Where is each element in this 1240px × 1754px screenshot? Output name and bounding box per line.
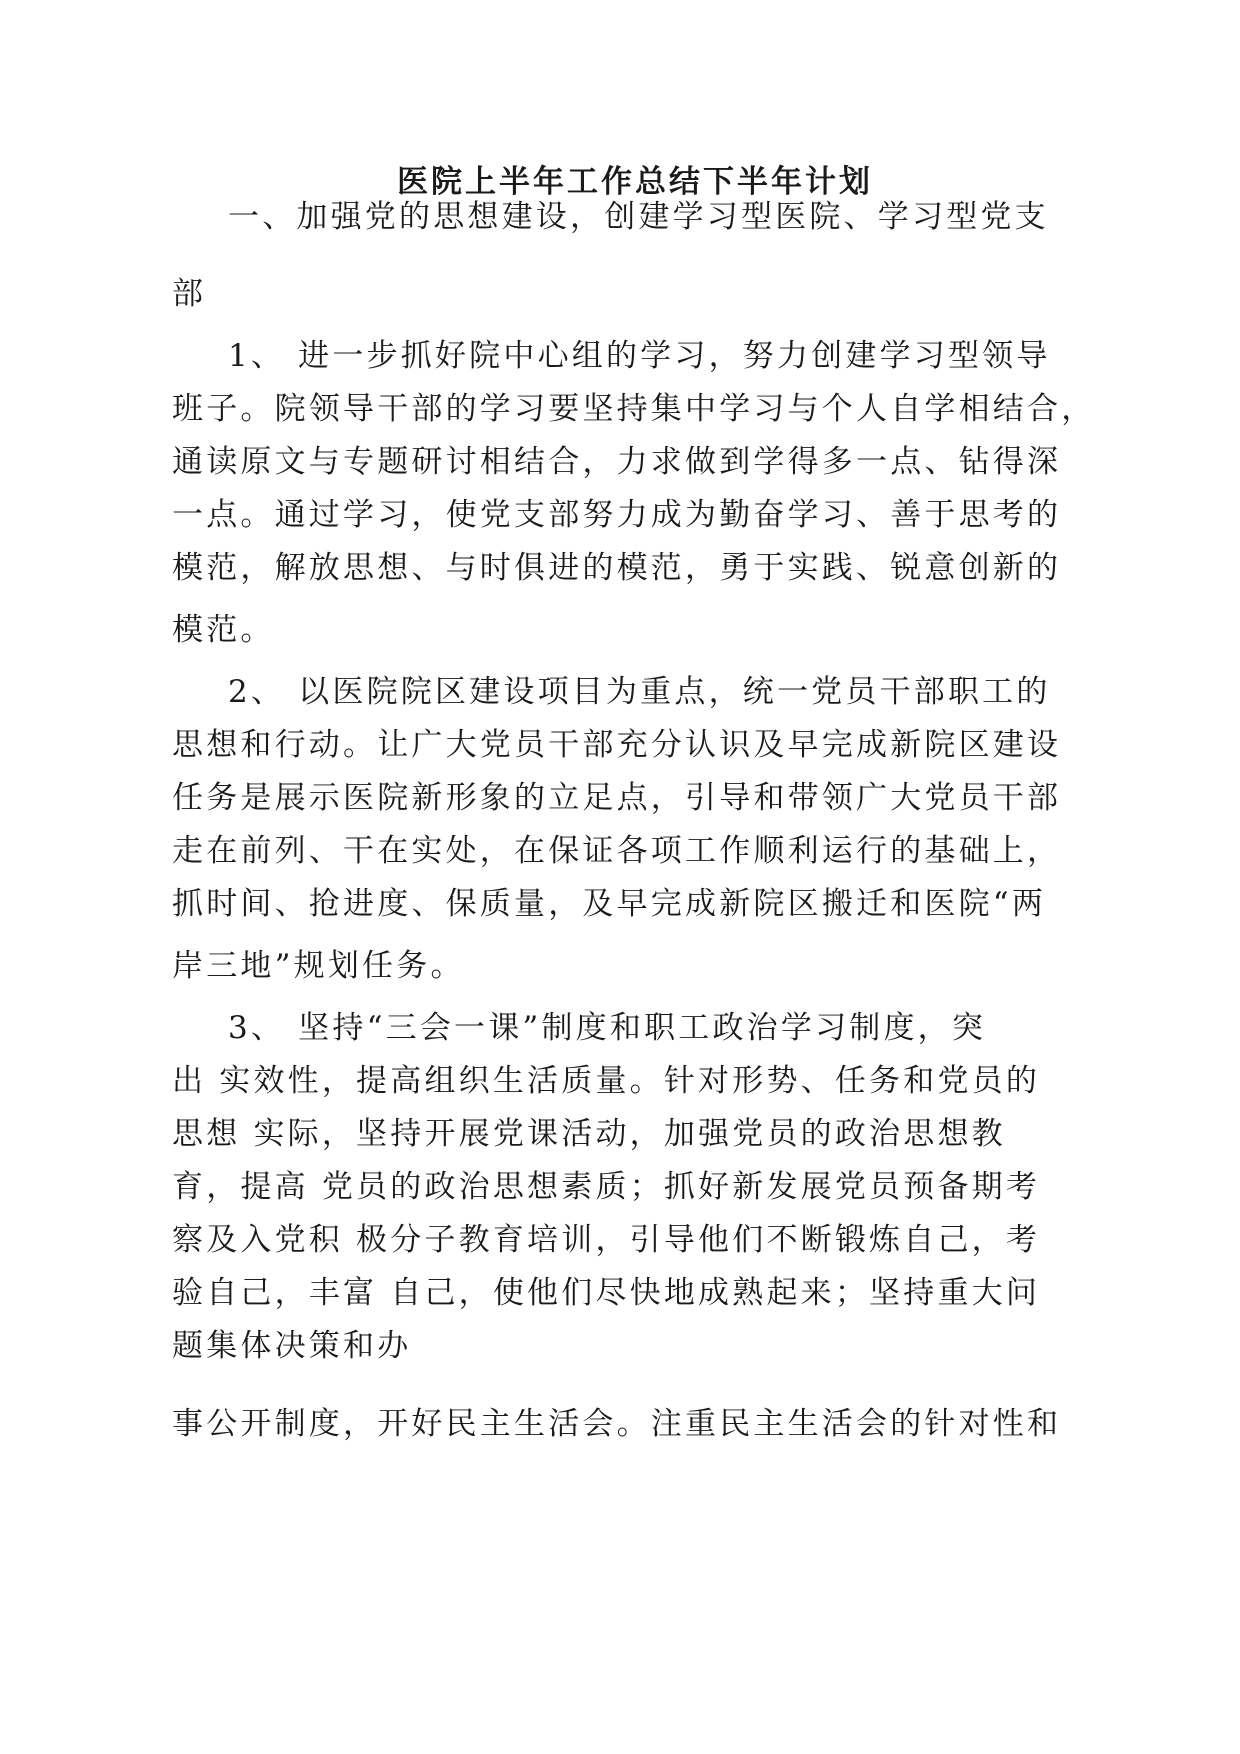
paragraph-line: 模范，解放思想、与时俱进的模范，勇于实践、锐意创新的 [172,550,1062,586]
paragraph-line: 育，提高 党员的政治思想素质；抓好新发展党员预备期考 [172,1169,1041,1205]
paragraph-line: 抓时间、抢进度、保质量，及早完成新院区搬迁和医院“两 [172,886,1047,922]
paragraph-line: 岸三地”规划任务。 [172,948,465,984]
paragraph-line: 思想 实际，坚持开展党课活动，加强党员的政治思想教 [172,1116,1006,1152]
paragraph-line: 思想和行动。让广大党员干部充分认识及早完成新院区建设 [172,727,1062,763]
paragraph-line: 验自己，丰富 自己，使他们尽快地成熟起来；坚持重大问 [172,1275,1041,1311]
section-heading-1: 一、加强党的思想建设，创建学习型医院、学习型党支 [228,199,1049,235]
paragraph-line: 通读原文与专题研讨相结合，力求做到学得多一点、钻得深 [172,444,1062,480]
paragraph-line: 3、 坚持“三会一课”制度和职工政治学习制度，突 [228,1010,987,1046]
paragraph-line: 1、 进一步抓好院中心组的学习，努力创建学习型领导 [228,338,1051,374]
paragraph-line: 一点。通过学习，使党支部努力成为勤奋学习、善于思考的 [172,497,1062,533]
paragraph-line: 题集体决策和办 [172,1328,412,1364]
paragraph-line: 模范。 [172,612,275,648]
paragraph-line: 事公开制度，开好民主生活会。注重民主生活会的针对性和 [172,1406,1062,1442]
paragraph-line: 班子。院领导干部的学习要坚持集中学习与个人自学相结合， [172,391,1096,427]
paragraph-line: 出 实效性，提高组织生活质量。针对形势、任务和党员的 [172,1063,1041,1099]
section-heading-1-continued: 部 [172,276,207,312]
paragraph-line: 察及入党积 极分子教育培训，引导他们不断锻炼自己，考 [172,1222,1041,1258]
document-title: 医院上半年工作总结下半年计划 [397,164,873,200]
paragraph-line: 任务是展示医院新形象的立足点，引导和带领广大党员干部 [172,780,1062,816]
paragraph-line: 走在前列、干在实处，在保证各项工作顺利运行的基础上， [172,833,1062,869]
paragraph-line: 2、 以医院院区建设项目为重点，统一党员干部职工的 [228,674,1051,710]
